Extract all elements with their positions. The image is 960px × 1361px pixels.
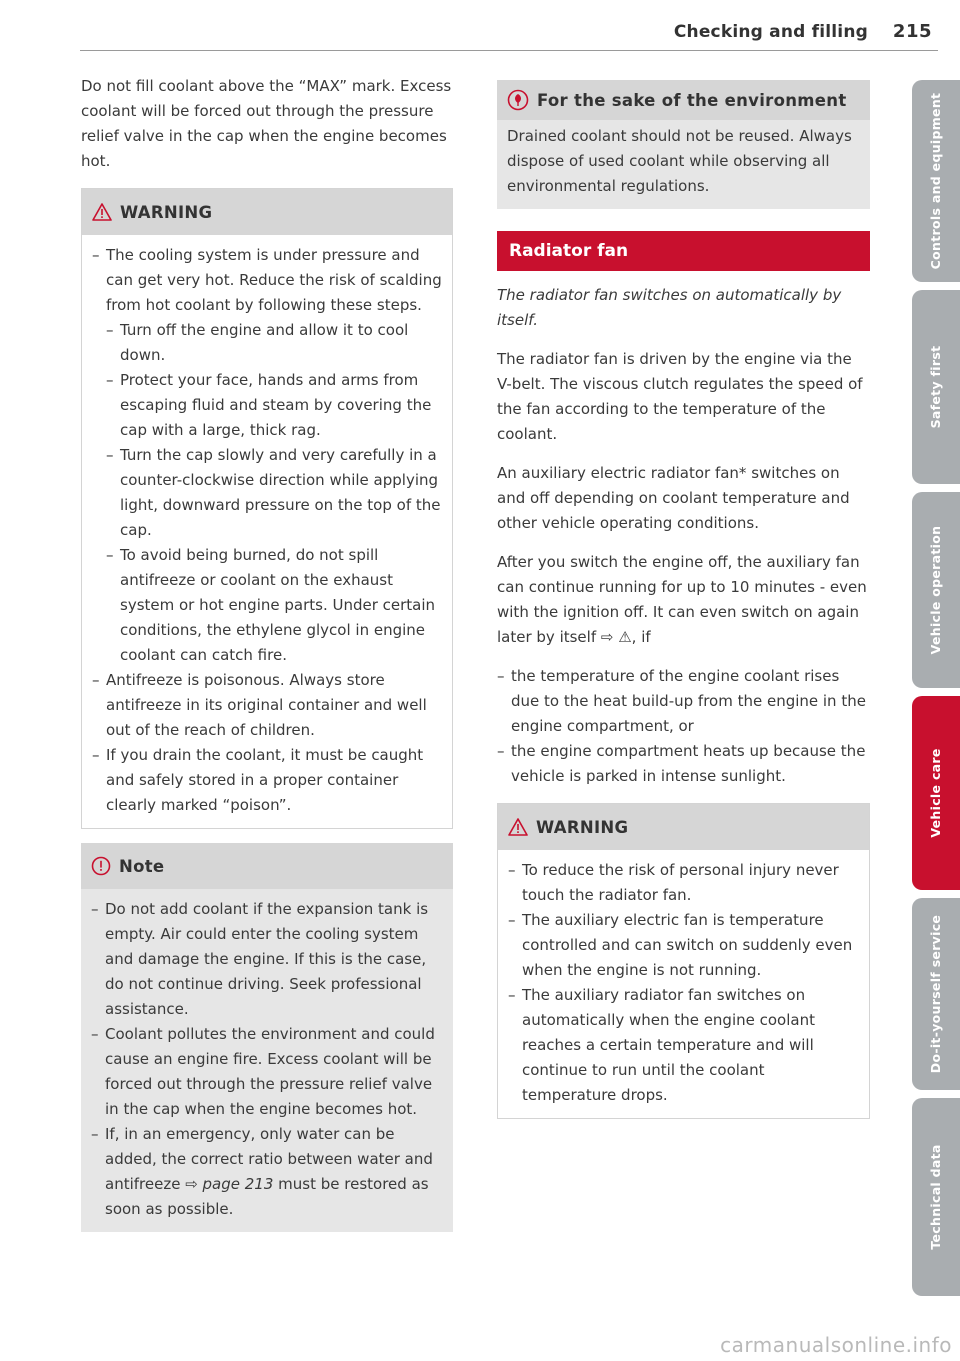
tab-technical-data[interactable] xyxy=(912,1098,960,1296)
tab-safety-first[interactable] xyxy=(912,290,960,484)
warning-triangle-icon xyxy=(92,203,112,221)
tab-label: Vehicle care xyxy=(928,748,943,838)
tab-label: Safety first xyxy=(928,345,943,429)
page-number: 215 xyxy=(892,21,932,42)
environment-text: Drained coolant should not be reused. Always dispose of used coolant while observing all environmental regulations. xyxy=(507,127,852,195)
warning-box-right xyxy=(497,803,870,1119)
page-reference-link[interactable]: page 213 xyxy=(202,1175,274,1193)
warning-title: WARNING xyxy=(536,817,629,837)
list-item: – Do not add coolant if the expansion tank is empty. Air could enter the cooling system and damage the engine. If this is the case, do not continue driving. Seek professional assistance. xyxy=(91,897,443,1022)
note-header xyxy=(81,843,453,889)
warning-box-left xyxy=(81,188,453,829)
tab-do-it-yourself-service[interactable] xyxy=(912,898,960,1090)
list-item: – the temperature of the engine coolant rises due to the heat build-up from the engine in the engine compartment, or xyxy=(497,664,870,739)
warning-header xyxy=(498,804,869,850)
note-title: Note xyxy=(119,856,165,876)
tab-vehicle-care[interactable] xyxy=(912,696,960,890)
note-box xyxy=(81,843,453,1232)
list-item: – Protect your face, hands and arms from escaping fluid and steam by covering the cap with a large, thick rag. xyxy=(92,368,442,443)
tab-vehicle-operation[interactable] xyxy=(912,492,960,688)
list-item: – The auxiliary electric fan is temperature controlled and can switch on suddenly even when the engine is not running. xyxy=(508,908,859,983)
note-body xyxy=(81,889,453,1232)
info-circle-icon xyxy=(91,856,111,876)
warning-body xyxy=(82,235,452,828)
right-column xyxy=(497,80,870,1119)
body-paragraph: The radiator fan is driven by the engine via the V-belt. The viscous clutch regulates the speed of the fan according to the temperature of the coolant. xyxy=(497,350,863,443)
list-item: – Turn the cap slowly and very carefully in a counter-clockwise direction while applying light, downward pressure on the top of the cap. xyxy=(92,443,442,543)
left-column xyxy=(81,74,453,1232)
section-intro: The radiator fan switches on automatically by itself. xyxy=(497,286,842,329)
list-item-text: must be restored as soon as possible. xyxy=(105,1175,429,1218)
tab-label: Do-it-yourself service xyxy=(928,914,943,1074)
warning-title: WARNING xyxy=(120,202,213,222)
list-item xyxy=(91,1122,443,1222)
body-paragraph: An auxiliary electric radiator fan* switches on and off depending on coolant temperature and other vehicle operating conditions. xyxy=(497,464,850,532)
tab-label: Controls and equipment xyxy=(928,92,943,270)
running-header-title: Checking and filling xyxy=(673,22,868,42)
list-item: – Turn off the engine and allow it to cool down. xyxy=(92,318,442,368)
list-item: – the engine compartment heats up because the vehicle is parked in intense sunlight. xyxy=(497,739,870,789)
environment-header xyxy=(497,80,870,120)
list-item-text: If, in an emergency, only water can be added, the correct ratio between water and antifreeze ⇨ xyxy=(105,1125,433,1193)
intro-paragraph: Do not fill coolant above the “MAX” mark. Excess coolant will be forced out through the pressure relief valve in the cap when the engine becomes hot. xyxy=(81,77,452,170)
warning-triangle-icon xyxy=(508,818,528,836)
environment-title: For the sake of the environment xyxy=(537,90,847,110)
list-item: – If you drain the coolant, it must be caught and safely stored in a proper container clearly marked “poison”. xyxy=(92,743,442,818)
environment-body xyxy=(497,120,870,209)
list-item: – Coolant pollutes the environment and could cause an engine fire. Excess coolant will be forced out through the pressure relief valve in the cap when the engine becomes hot. xyxy=(91,1022,443,1122)
tab-label: Vehicle operation xyxy=(928,525,943,655)
list-item: – The auxiliary radiator fan switches on automatically when the engine coolant reaches a certain temperature and will continue to run until the coolant temperature drops. xyxy=(508,983,859,1108)
list-item: – To avoid being burned, do not spill antifreeze or coolant on the exhaust system or hot engine parts. Under certain conditions, the ethylene glycol in engine coolant can catch fire. xyxy=(92,543,442,668)
watermark: carmanualsonline.info xyxy=(720,1333,952,1357)
tab-controls-and-equipment[interactable] xyxy=(912,80,960,282)
environment-leaf-icon xyxy=(507,89,529,111)
list-item: – To reduce the risk of personal injury never touch the radiator fan. xyxy=(508,858,859,908)
list-item: – Antifreeze is poisonous. Always store antifreeze in its original container and well out of the reach of children. xyxy=(92,668,442,743)
header-divider xyxy=(80,50,938,51)
warning-body xyxy=(498,850,869,1118)
body-paragraph: After you switch the engine off, the auxiliary fan can continue running for up to 10 minutes - even with the ignition off. It can even switch on again later by itself ⇨ ⚠, if xyxy=(497,553,867,646)
section-heading-radiator-fan: Radiator fan xyxy=(497,231,870,271)
tab-label: Technical data xyxy=(928,1144,943,1250)
conditions-list xyxy=(497,664,870,789)
list-item: – The cooling system is under pressure and can get very hot. Reduce the risk of scalding from hot coolant by following these steps. xyxy=(92,243,442,318)
warning-header xyxy=(82,189,452,235)
environment-box xyxy=(497,80,870,209)
